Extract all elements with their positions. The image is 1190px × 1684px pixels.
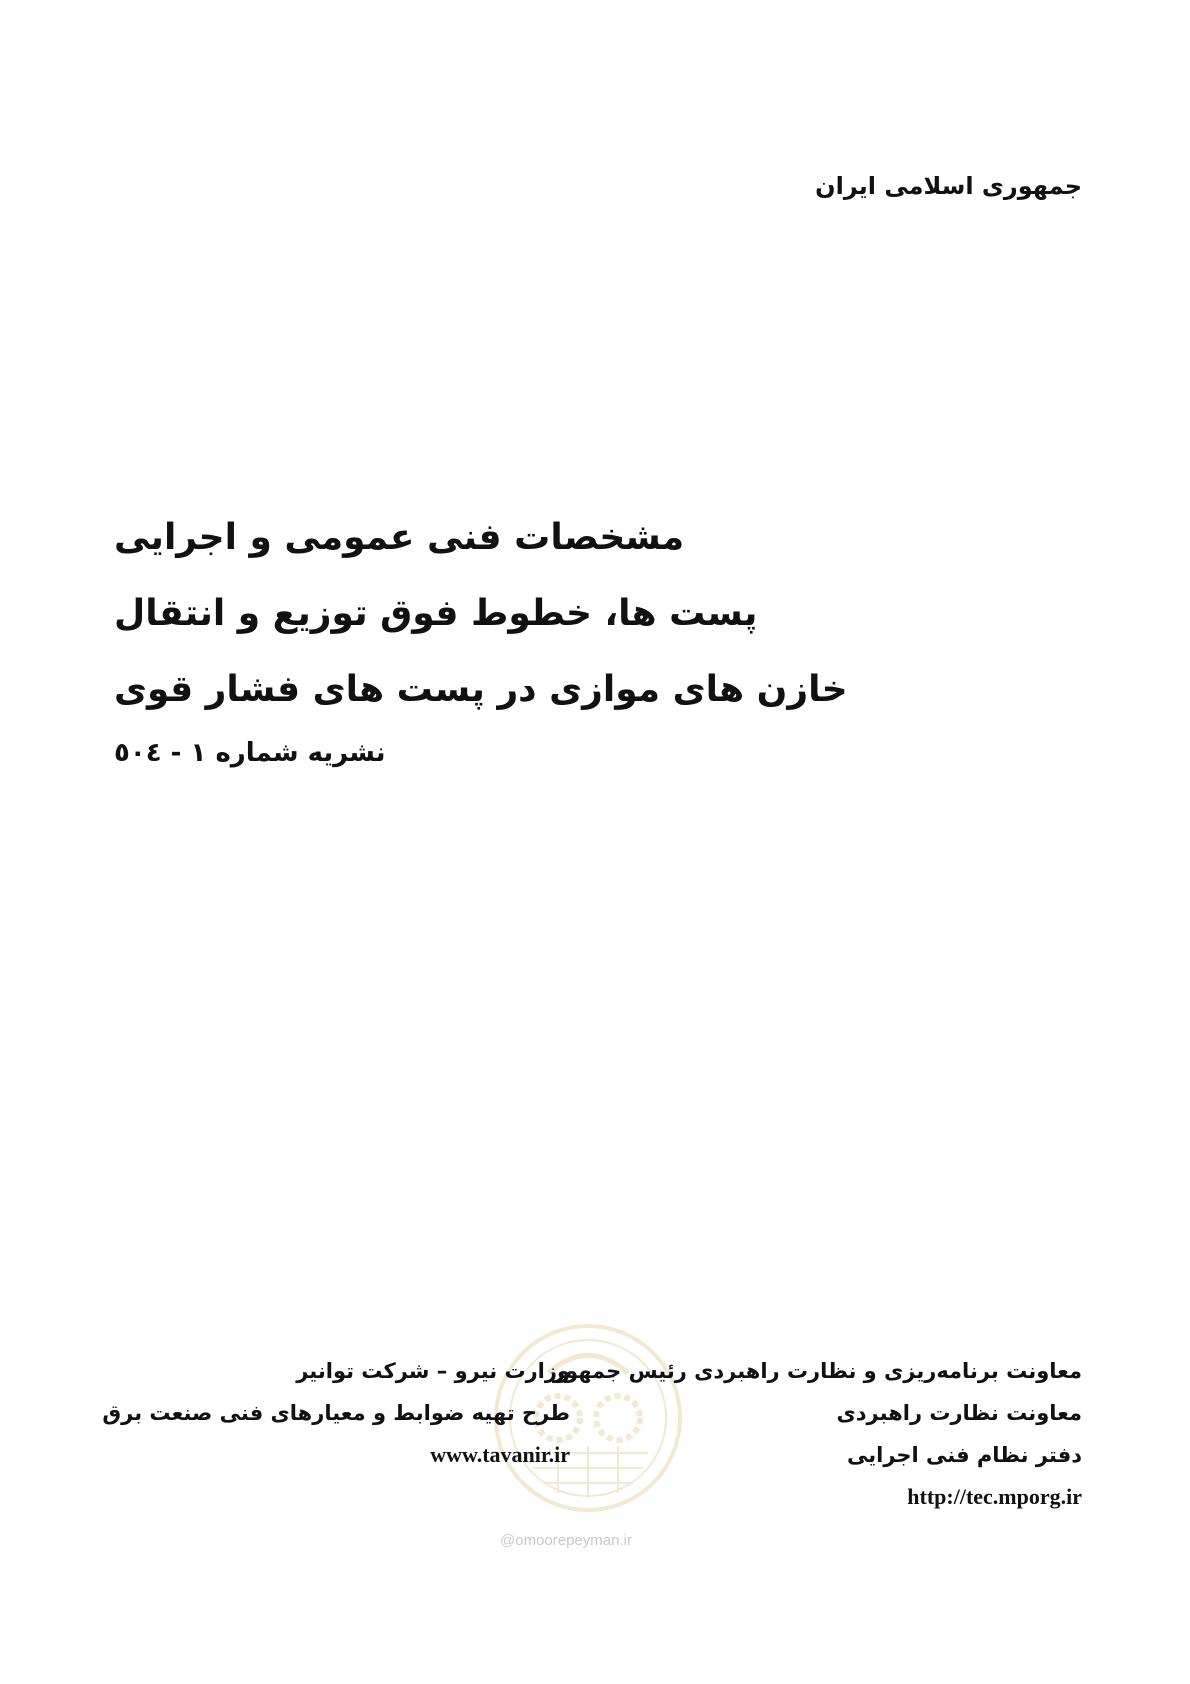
- document-title: [114, 500, 874, 778]
- footer-right-line-2: معاونت نظارت راهبردی: [836, 1401, 1082, 1425]
- footer-right-line-1: معاونت برنامه‌ریزی و نظارت راهبردی رئیس جمهور: [552, 1359, 1082, 1383]
- footer-left-publisher: [102, 1350, 570, 1476]
- watermark-text: @omoorepeyman.ir: [500, 1532, 632, 1549]
- footer-left-line-1: وزارت نیرو – شرکت توانیر: [296, 1359, 570, 1383]
- footer-left-line-2: طرح تهیه ضوابط و معیارهای فنی صنعت برق: [102, 1401, 570, 1425]
- footer-left-url[interactable]: www.tavanir.ir: [430, 1442, 570, 1467]
- publication-number: نشریه شماره ۱ - ٥٠٤: [114, 738, 386, 768]
- title-line-1: مشخصات فنی عمومی و اجرایی: [114, 517, 685, 558]
- country-name: جمهوری اسلامی ایران: [815, 172, 1082, 200]
- footer-right-url[interactable]: http://tec.mporg.ir: [907, 1484, 1082, 1509]
- footer-right-publisher: [553, 1350, 1082, 1518]
- title-line-2: پست ها، خطوط فوق توزیع و انتقال: [114, 593, 758, 634]
- title-line-3: خازن های موازی در پست های فشار قوی: [114, 669, 848, 710]
- footer-right-line-3: دفتر نظام فنی اجرایی: [846, 1443, 1082, 1467]
